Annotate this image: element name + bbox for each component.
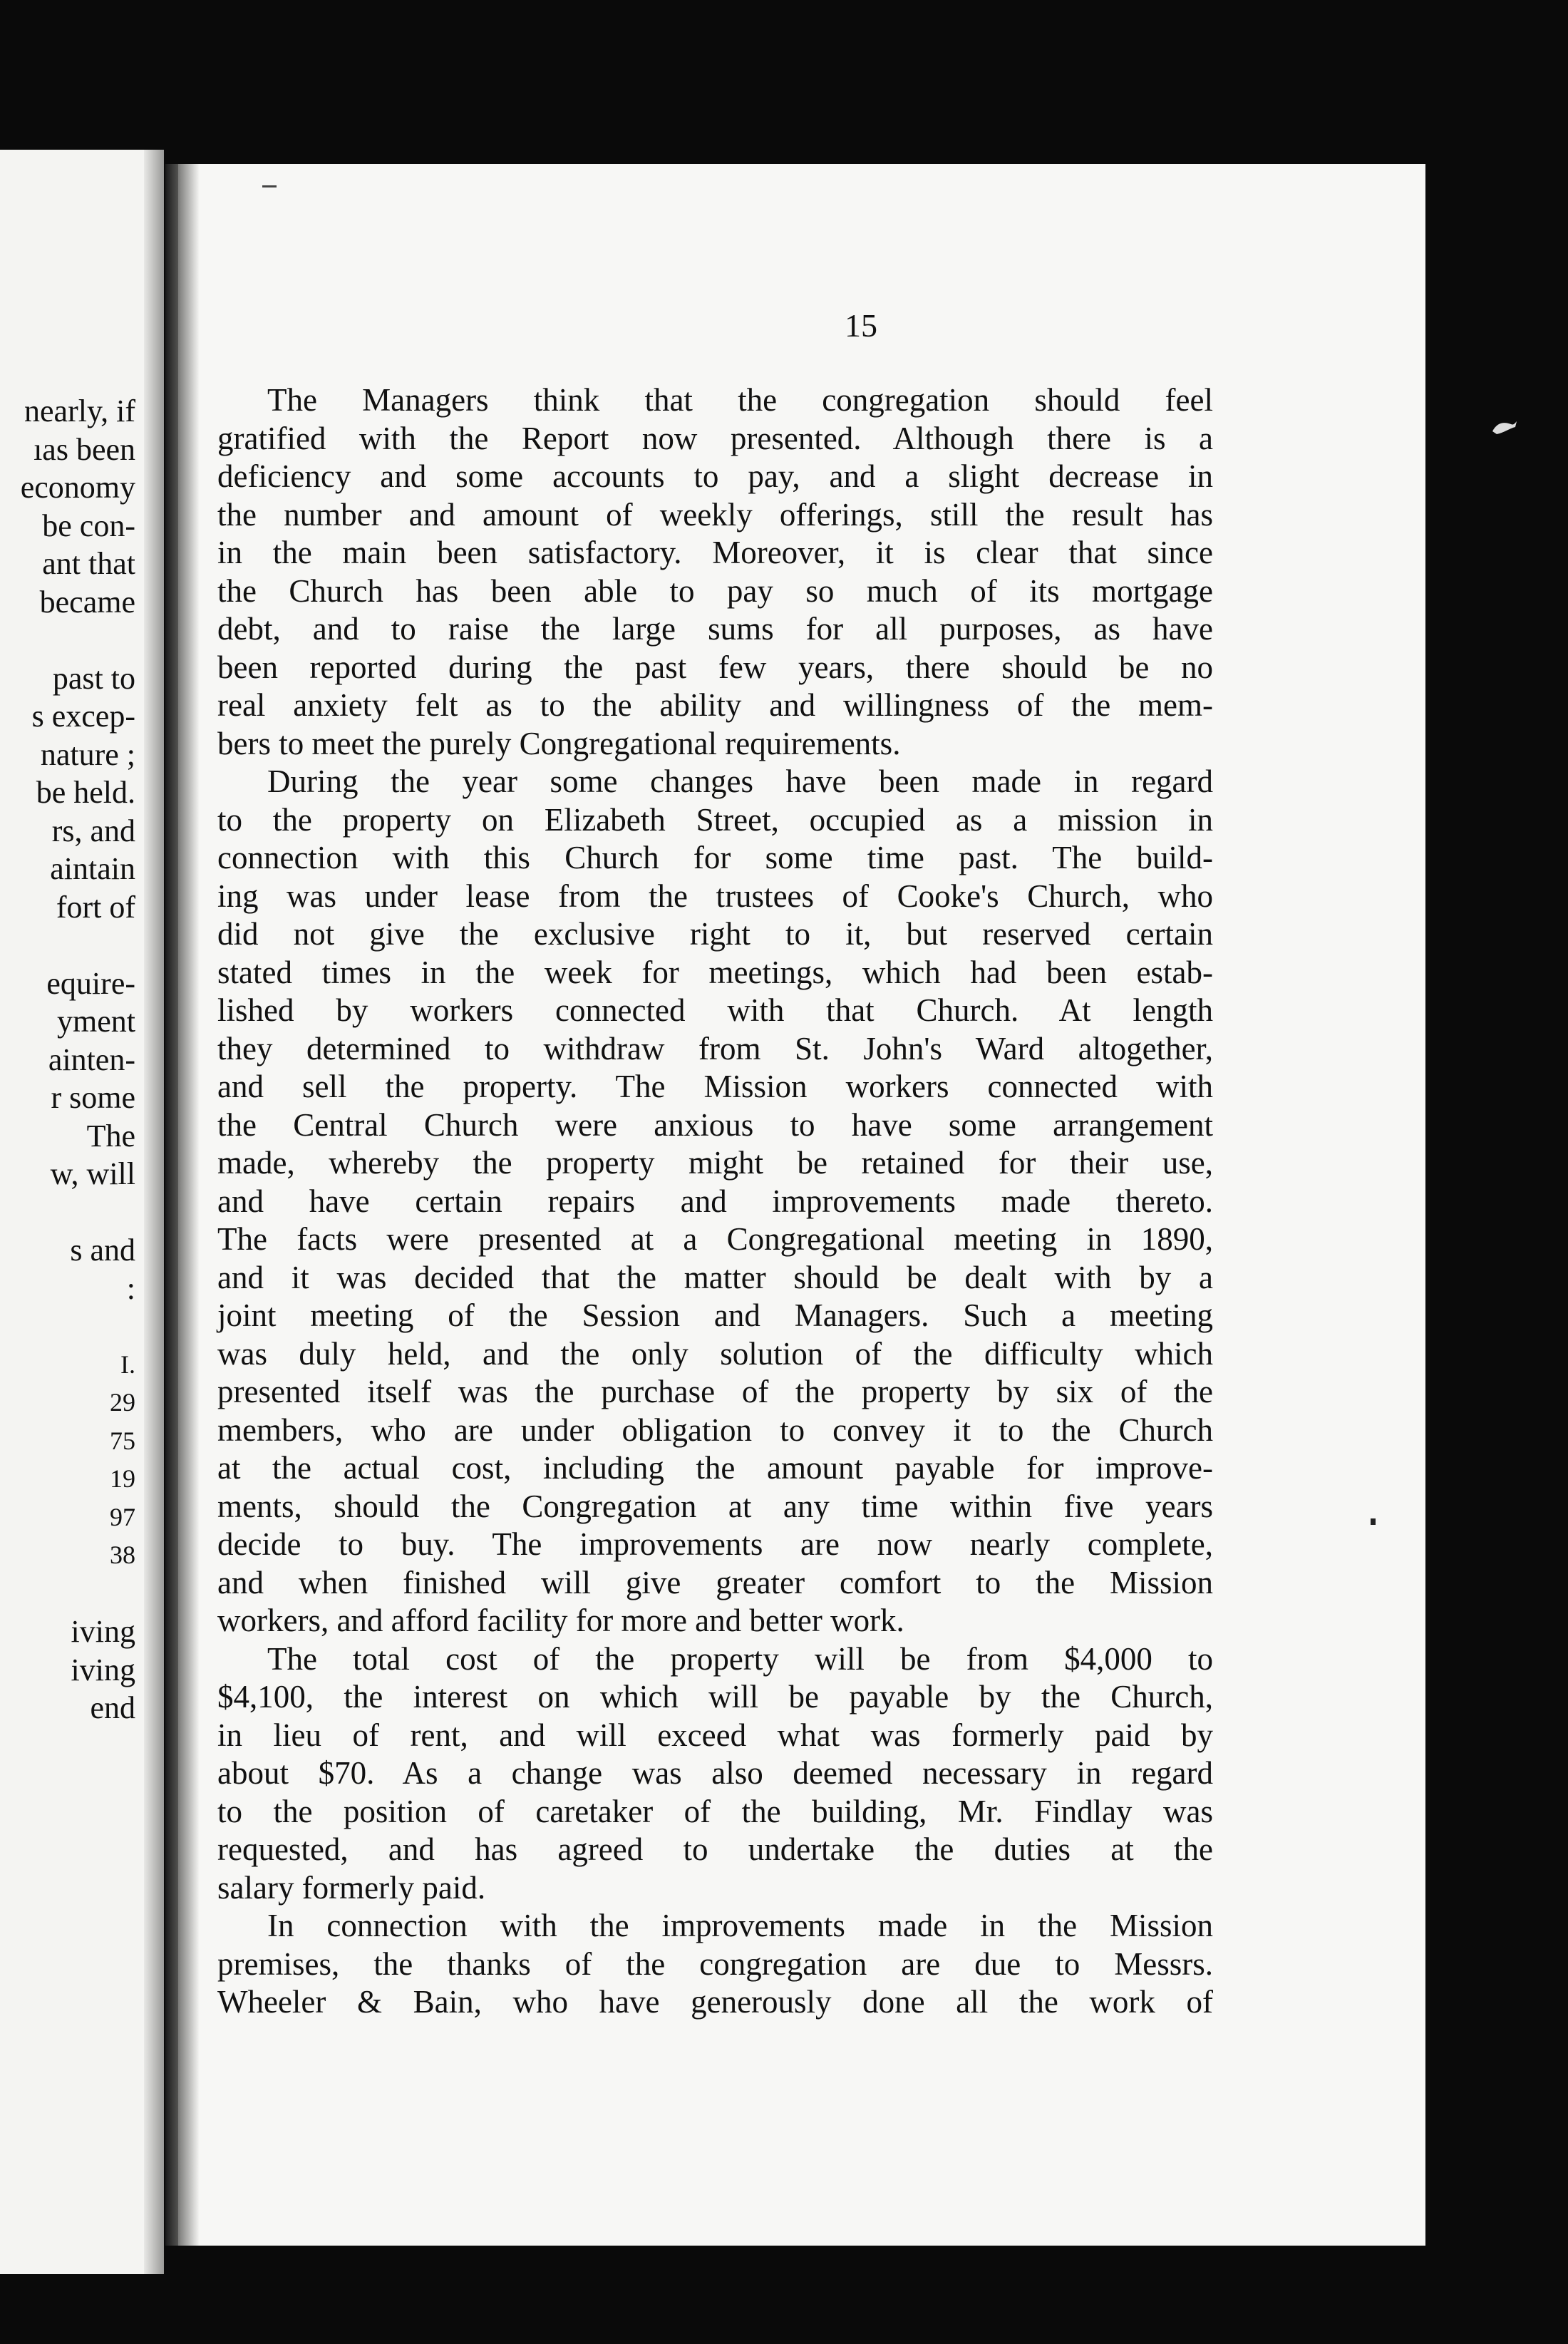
previous-page-line xyxy=(0,1307,135,1346)
previous-page-line: 97 xyxy=(110,1502,135,1531)
text-line: the Church has been able to pay so much of its mortgage xyxy=(217,572,1213,609)
previous-page-gutter-shadow xyxy=(144,150,164,2274)
text-line: and have certain repairs and improvements made thereto. xyxy=(217,1183,1213,1219)
previous-page-line: iving xyxy=(71,1614,135,1649)
previous-page-edge xyxy=(0,150,164,2274)
text-line: and when finished will give greater comfort to the Mission xyxy=(217,1564,1213,1600)
text-line: in the main been satisfactory. Moreover, it is clear that since xyxy=(217,535,1213,570)
text-line: deficiency and some accounts to pay, and a slight decrease in xyxy=(217,458,1213,494)
text-line: did not give the exclusive right to it, but reserved certain xyxy=(217,916,1213,952)
paragraph xyxy=(217,1640,1213,1908)
previous-page-line: became xyxy=(39,584,135,620)
ink-dot-mark xyxy=(1371,1518,1376,1525)
text-line: been reported during the past few years, there should be no xyxy=(217,649,1213,685)
previous-page-line xyxy=(0,621,135,659)
previous-page-line: ıas been xyxy=(33,431,135,467)
previous-page-line: 75 xyxy=(110,1426,135,1455)
text-line: made, whereby the property might be retained for their use, xyxy=(217,1145,1213,1181)
previous-page-line: yment xyxy=(57,1004,135,1039)
previous-page-line: be held. xyxy=(36,775,135,810)
text-line: During the year some changes have been made in regard xyxy=(267,764,1213,799)
previous-page-line: economy xyxy=(20,470,135,505)
book-page xyxy=(178,164,1425,2246)
text-line: to the property on Elizabeth Street, occupied as a mission in xyxy=(217,801,1213,838)
previous-page-line: r some xyxy=(51,1080,135,1115)
previous-page-line: : xyxy=(126,1270,135,1306)
page-number: 15 xyxy=(845,307,877,344)
text-line: members, who are under obligation to convey it to the Church xyxy=(217,1412,1213,1448)
text-line: salary formerly paid. xyxy=(217,1869,486,1906)
previous-page-line: s and xyxy=(70,1233,135,1268)
text-line: at the actual cost, including the amount payable for improve- xyxy=(217,1450,1213,1486)
text-line: stated times in the week for meetings, which had been estab- xyxy=(217,954,1213,990)
text-line: in lieu of rent, and will exceed what was formerly paid by xyxy=(217,1717,1213,1753)
previous-page-line: iving xyxy=(71,1652,135,1687)
page-gutter-shadow xyxy=(178,164,200,2246)
paragraph xyxy=(217,1907,1213,2022)
text-line: and it was decided that the matter should be dealt with by a xyxy=(217,1259,1213,1295)
text-line: The facts were presented at a Congregational meeting in 1890, xyxy=(217,1221,1213,1257)
paragraph xyxy=(217,381,1213,763)
previous-page-line: w, will xyxy=(50,1156,135,1191)
previous-page-line: ant that xyxy=(42,546,135,581)
text-line: the number and amount of weekly offerings, still the result has xyxy=(217,496,1213,533)
page-dash-mark xyxy=(262,185,277,187)
text-line: lished by workers connected with that Church. At length xyxy=(217,992,1213,1028)
text-line: $4,100, the interest on which will be payable by the Church, xyxy=(217,1679,1213,1715)
text-line: requested, and has agreed to undertake the duties at the xyxy=(217,1831,1213,1867)
ink-smudge-mark xyxy=(1490,417,1518,438)
text-line: In connection with the improvements made in the Mission xyxy=(267,1908,1213,1943)
previous-page-line: past to xyxy=(52,660,135,696)
previous-page-line: 29 xyxy=(110,1388,135,1417)
previous-page-line xyxy=(0,1575,135,1613)
text-line: about $70. As a change was also deemed necessary in regard xyxy=(217,1755,1213,1791)
previous-page-line: 38 xyxy=(110,1541,135,1569)
text-line: real anxiety felt as to the ability and willingness of the mem- xyxy=(217,687,1213,723)
text-line: gratified with the Report now presented. Although there is a xyxy=(217,420,1213,456)
previous-page-line: end xyxy=(90,1690,135,1725)
text-line: they determined to withdraw from St. John's Ward altogether, xyxy=(217,1030,1213,1066)
previous-page-line: s excep- xyxy=(31,699,135,734)
text-line: The total cost of the property will be from $4,000 to xyxy=(267,1640,1213,1677)
text-line: debt, and to raise the large sums for all purposes, as have xyxy=(217,611,1213,647)
text-line: connection with this Church for some time past. The build- xyxy=(217,840,1213,875)
paragraph xyxy=(217,763,1213,1640)
text-line: Wheeler & Bain, who have generously done all the work of xyxy=(217,1984,1213,2020)
previous-page-line: nature ; xyxy=(40,736,135,772)
previous-page-text-fragments xyxy=(0,392,135,1727)
previous-page-line: equire- xyxy=(46,965,135,1001)
text-line: and sell the property. The Mission workers connected with xyxy=(217,1069,1213,1104)
text-line: premises, the thanks of the congregation are due to Messrs. xyxy=(217,1945,1213,1982)
previous-page-line xyxy=(0,1193,135,1232)
previous-page-line: ainten- xyxy=(48,1042,135,1077)
previous-page-line: I. xyxy=(120,1350,135,1379)
page-body-text xyxy=(217,381,1213,2022)
text-line: presented itself was the purchase of the property by six of the xyxy=(217,1374,1213,1409)
text-line: workers, and afford facility for more and better work. xyxy=(217,1603,904,1638)
text-line: bers to meet the purely Congregational requirements. xyxy=(217,725,901,761)
previous-page-line: be con- xyxy=(42,508,135,543)
text-line: ing was under lease from the trustees of Cooke's Church, who xyxy=(217,878,1213,914)
text-line: ments, should the Congregation at any time within five years xyxy=(217,1488,1213,1524)
text-line: The Managers think that the congregation should feel xyxy=(267,382,1213,418)
text-line: to the position of caretaker of the building, Mr. Findlay was xyxy=(217,1793,1213,1829)
text-line: the Central Church were anxious to have some arrangement xyxy=(217,1106,1213,1143)
previous-page-line: The xyxy=(86,1118,135,1153)
text-line: was duly held, and the only solution of the difficulty which xyxy=(217,1335,1213,1372)
text-line: decide to buy. The improvements are now nearly complete, xyxy=(217,1526,1213,1562)
text-line: joint meeting of the Session and Managers. Such a meeting xyxy=(217,1297,1213,1333)
previous-page-line: 19 xyxy=(110,1464,135,1493)
previous-page-line: fort of xyxy=(56,889,135,925)
previous-page-line: rs, and xyxy=(51,813,135,848)
previous-page-line xyxy=(0,926,135,965)
previous-page-line: nearly, if xyxy=(24,394,135,428)
previous-page-line: aintain xyxy=(50,851,135,886)
